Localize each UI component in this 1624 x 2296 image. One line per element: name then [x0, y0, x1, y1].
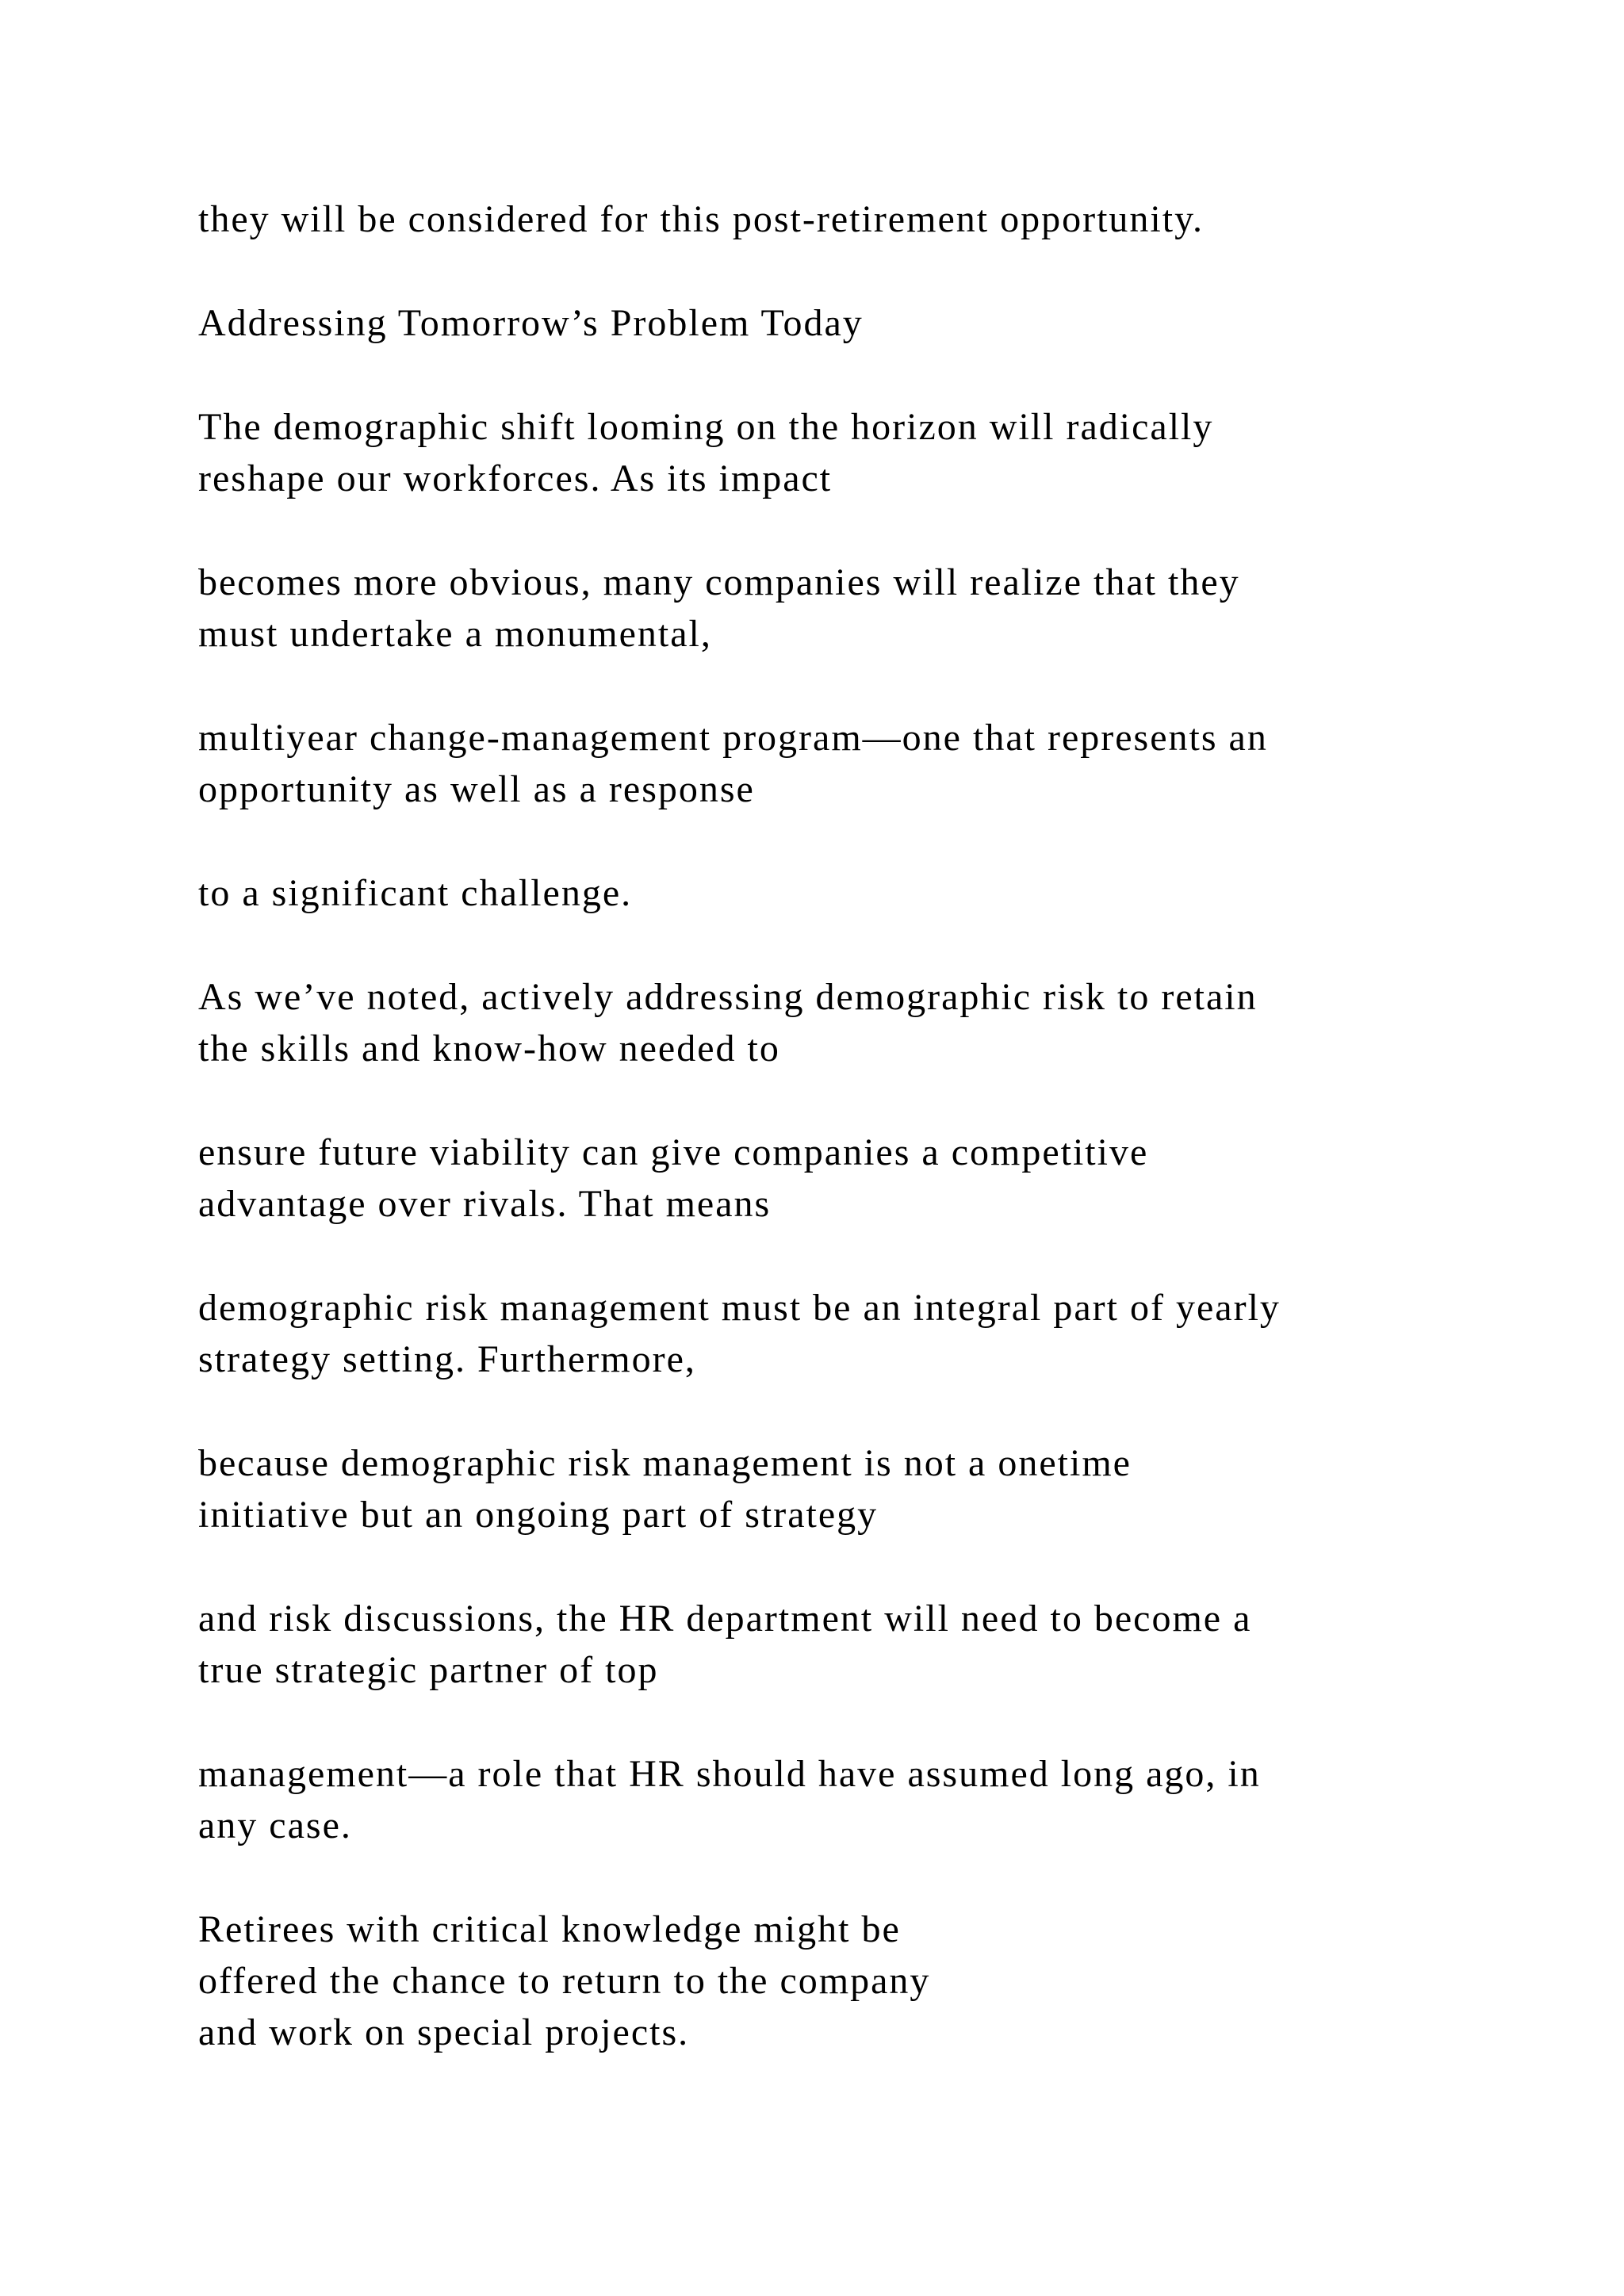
text-line: demographic risk management must be an integral part of yearly [198, 1287, 1281, 1329]
text-line: the skills and know-how needed to [198, 1027, 780, 1070]
text-line: opportunity as well as a response [198, 768, 755, 810]
text-line: ensure future viability can give companies a competitive [198, 1131, 1149, 1173]
text-line: true strategic partner of top [198, 1649, 659, 1691]
paragraph-6 [198, 867, 1546, 919]
paragraph-4 [198, 557, 1546, 660]
text-line: strategy setting. Furthermore, [198, 1338, 696, 1380]
text-line: they will be considered for this post-retirement opportunity. [198, 198, 1204, 240]
paragraph-5 [198, 712, 1546, 815]
text-line: because demographic risk management is not a onetime [198, 1442, 1132, 1484]
paragraph-3 [198, 401, 1546, 504]
text-line: any case. [198, 1804, 352, 1846]
text-line: to a significant challenge. [198, 872, 633, 914]
text-line: advantage over rivals. That means [198, 1183, 772, 1225]
text-line: and risk discussions, the HR department will need to become a [198, 1598, 1252, 1640]
paragraph-10 [198, 1437, 1546, 1540]
section-heading [198, 297, 1546, 349]
paragraph-8 [198, 1127, 1546, 1230]
paragraph-9 [198, 1282, 1546, 1385]
paragraph-1 [198, 193, 1546, 245]
pull-quote [198, 1904, 1546, 2058]
text-line: becomes more obvious, many companies will realize that they [198, 561, 1240, 603]
paragraph-11 [198, 1593, 1546, 1696]
text-line: reshape our workforces. As its impact [198, 457, 833, 499]
document-body [198, 193, 1546, 2058]
text-line: multiyear change-management program—one that represents an [198, 717, 1268, 759]
text-line: and work on special projects. [198, 2011, 690, 2053]
text-line: management—a role that HR should have assumed long ago, in [198, 1753, 1261, 1795]
paragraph-12 [198, 1748, 1546, 1851]
text-line: As we’ve noted, actively addressing demographic risk to retain [198, 976, 1258, 1018]
text-line: initiative but an ongoing part of strategy [198, 1494, 879, 1536]
text-line: The demographic shift looming on the horizon will radically [198, 406, 1214, 448]
text-line: must undertake a monumental, [198, 613, 712, 655]
paragraph-7 [198, 971, 1546, 1074]
text-line: Retirees with critical knowledge might be [198, 1908, 901, 1950]
text-line: offered the chance to return to the company [198, 1960, 931, 2002]
heading-text: Addressing Tomorrow’s Problem Today [198, 302, 864, 344]
